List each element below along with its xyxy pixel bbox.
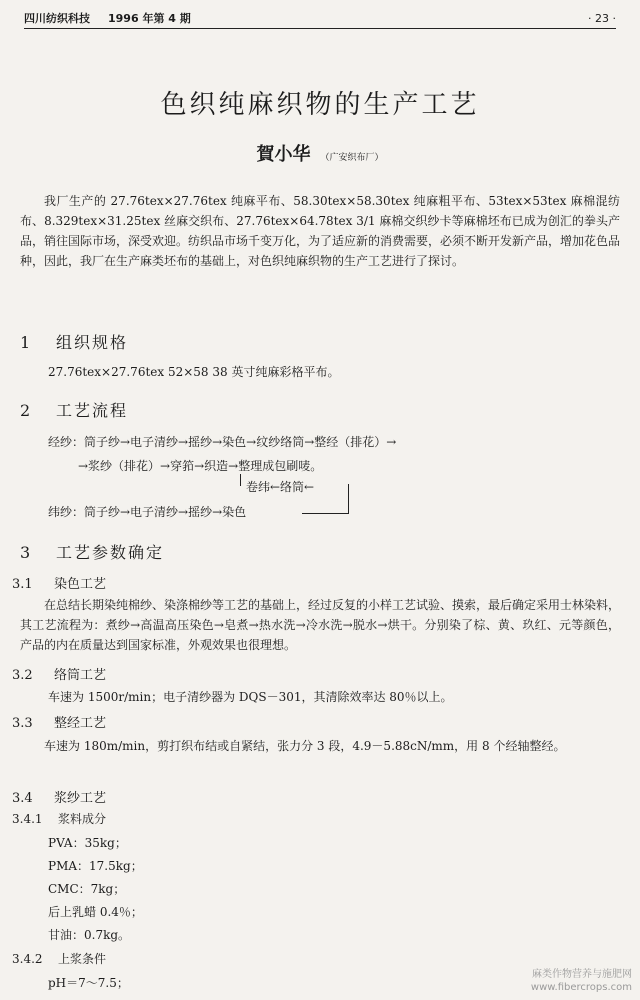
ingredient-item: 甘油：0.7kg。 bbox=[48, 928, 131, 942]
section-number: 3.1 bbox=[12, 577, 33, 592]
section-title: 组织规格 bbox=[56, 333, 129, 352]
section-number: 3 bbox=[20, 543, 33, 562]
section-title: 工艺参数确定 bbox=[56, 543, 165, 562]
condition-item: pH＝7～7.5； bbox=[48, 976, 129, 990]
section-3-4-1-heading bbox=[12, 810, 106, 827]
ingredient-item: PMA：17.5kg； bbox=[48, 859, 143, 873]
section-number: 3.4 bbox=[12, 791, 33, 806]
author-line bbox=[0, 140, 640, 166]
flow-connector bbox=[302, 513, 348, 514]
section-title: 浆料成分 bbox=[58, 812, 107, 826]
section-title: 整经工艺 bbox=[54, 716, 107, 731]
flow-bracket-right bbox=[346, 484, 349, 514]
section-3-3-body: 车速为 180m/min，剪打织布结或自紧结，张力分 3 段，4.9－5.88cN/mm，用 8 个经轴整经。 bbox=[44, 739, 566, 753]
section-title: 工艺流程 bbox=[56, 401, 129, 420]
section-number: 3.3 bbox=[12, 716, 33, 731]
ingredient-item: 后上乳蜡 0.4％； bbox=[48, 905, 143, 919]
section-3-3-heading bbox=[12, 712, 106, 731]
intro-paragraph: 我厂生产的 27.76tex×27.76tex 纯麻平布、58.30tex×58.30tex 纯麻粗平布、53tex×53tex 麻棉混纺布、8.329tex×31.25tex 丝麻交织布、27.76tex×64.78tex 3/1 麻棉交织纱卡等麻棉坯布已成为创汇的拳头产品，销往国际市场，深受欢迎。纺织品市场千变万化，为了适应新的消费需要，必须不断开发新产品，增加花色品种，因此，我厂在生产麻类坯布的基础上，对色织纯麻织物的生产工艺进行了探讨。 bbox=[20, 194, 621, 268]
watermark-site-name: 麻类作物营养与施肥网 bbox=[532, 969, 632, 980]
section-3-1-body: 在总结长期染纯棉纱、染涤棉纱等工艺的基础上，经过反复的小样工艺试验、摸索，最后确定采用士林染料，其工艺流程为：煮纱→高温高压染色→皂煮→热水洗→冷水洗→脱水→烘干。分别染了棕、黄、玖红、元等颜色，产品的内在质量达到国家标准，外观效果也很理想。 bbox=[20, 598, 621, 652]
section-number: 3.2 bbox=[12, 668, 33, 683]
section-number: 2 bbox=[20, 401, 33, 420]
section-title: 络筒工艺 bbox=[54, 668, 107, 683]
section-title: 浆纱工艺 bbox=[54, 791, 107, 806]
journal-name: 四川纺织科技 bbox=[24, 12, 90, 25]
warp-flow-line-1: 经纱：筒子纱→电子清纱→摇纱→染色→纹纱络筒→整经（排花）→ bbox=[48, 435, 397, 449]
section-3-4-heading bbox=[12, 787, 106, 806]
section-number: 3.4.1 bbox=[12, 812, 43, 826]
section-3-heading bbox=[20, 540, 164, 563]
section-title: 上浆条件 bbox=[58, 952, 107, 966]
section-3-2-heading bbox=[12, 664, 106, 683]
section-1-heading bbox=[20, 330, 128, 353]
section-3-1-heading bbox=[12, 573, 106, 592]
section-3-4-2-heading bbox=[12, 950, 106, 967]
section-2-heading bbox=[20, 398, 128, 421]
ingredient-item: CMC：7kg； bbox=[48, 882, 126, 896]
flow-loop-label: 卷纬←络筒← bbox=[246, 480, 315, 494]
section-number: 3.4.2 bbox=[12, 952, 43, 966]
site-watermark bbox=[531, 968, 632, 994]
weft-flow-line: 纬纱：筒子纱→电子清纱→摇纱→染色 bbox=[48, 505, 247, 519]
section-1-body: 27.76tex×27.76tex 52×58 38 英寸纯麻彩格平布。 bbox=[48, 365, 340, 379]
ingredient-item: PVA：35kg； bbox=[48, 836, 127, 850]
flow-bracket-left bbox=[240, 474, 241, 486]
warp-flow-line-2: →浆纱（排花）→穿筘→织造→整理成包刷唛。 bbox=[78, 459, 323, 473]
page-number: · 23 · bbox=[588, 11, 616, 25]
issue-label: 1996 年第 4 期 bbox=[108, 12, 191, 25]
running-header bbox=[24, 8, 616, 29]
watermark-url: www.fibercrops.com bbox=[530, 982, 632, 993]
author-affiliation: （广安织布厂） bbox=[320, 153, 384, 163]
paper-title: 色织纯麻织物的生产工艺 bbox=[160, 90, 480, 120]
section-number: 1 bbox=[20, 333, 33, 352]
section-3-2-body: 车速为 1500r/min；电子清纱器为 DQS－301，其清除效率达 80％以上。 bbox=[48, 690, 453, 704]
author-name: 賀小华 bbox=[256, 144, 311, 165]
section-title: 染色工艺 bbox=[54, 577, 107, 592]
